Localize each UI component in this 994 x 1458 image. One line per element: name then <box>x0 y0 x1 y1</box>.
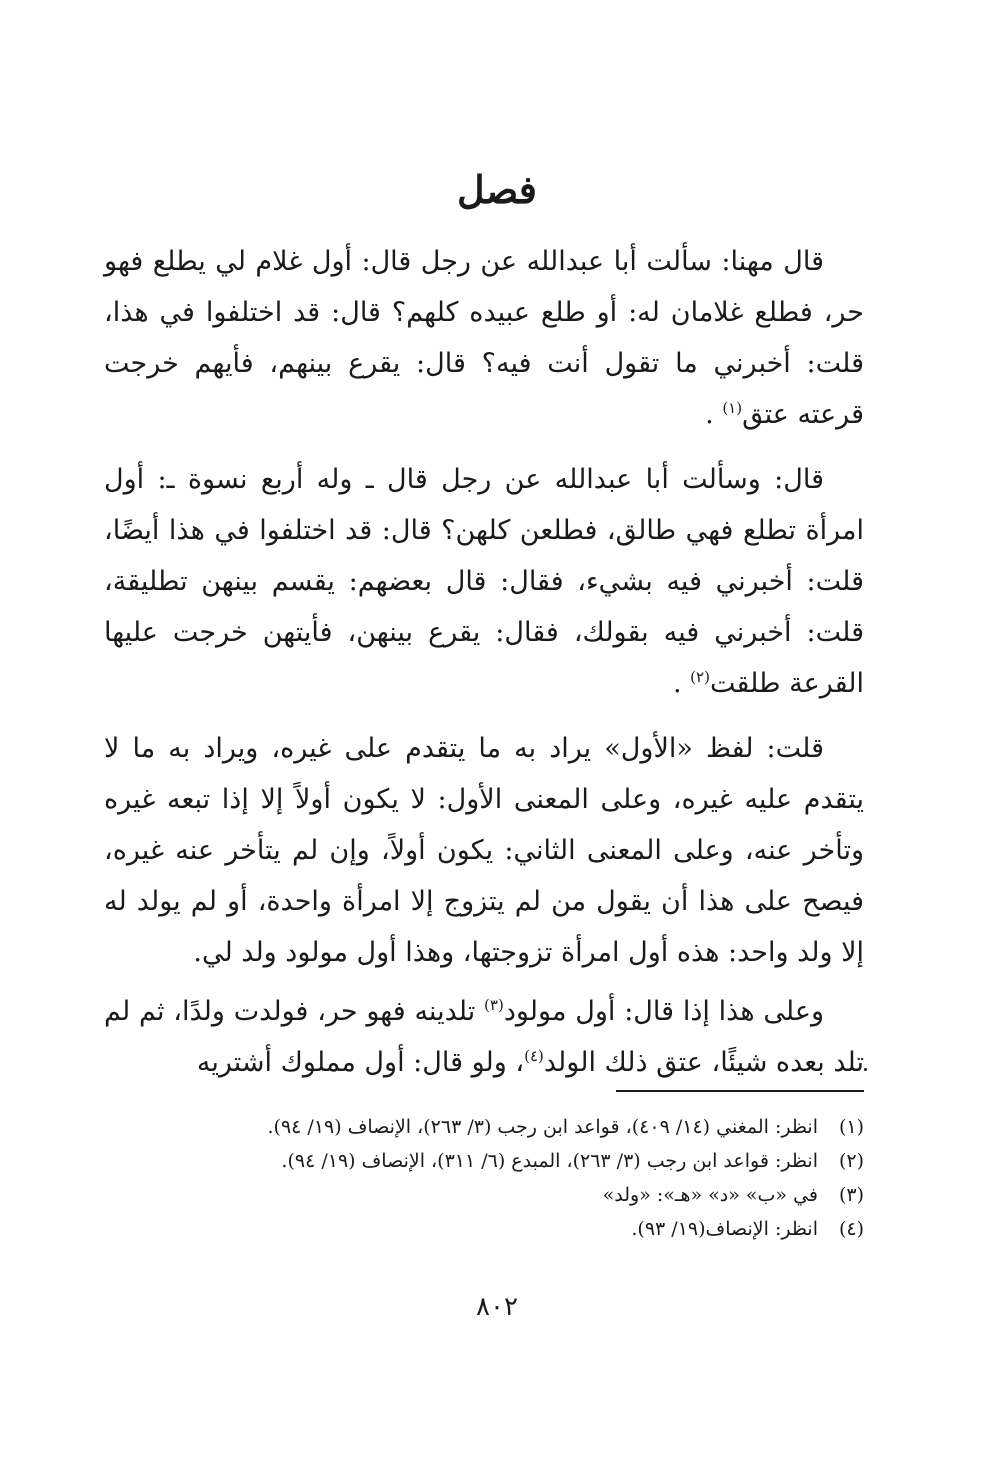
main-text <box>104 236 864 1088</box>
paragraph-4-part-1: وعلى هذا إذا قال: أول مولود <box>503 996 824 1027</box>
footnote-1-number: (١) <box>838 1116 864 1138</box>
paragraph-3-text: قلت: لفظ «الأول» يراد به ما يتقدم على غيره، ويراد به ما لا يتقدم عليه غيره، وعلى المعنى الأول: لا يكون أولاً إلا إذا تبعه غيره وتأخر عنه، وعلى المعنى الثاني: يكون أولاً، وإن لم يتأخر عنه غيره، فيصح على هذا أن يقول من لم يتزوج إلا امرأة واحدة، أو لم يولد له إلا ولد واحد: هذه أول امرأة تزوجتها، وهذا أول مولود ولد لي. <box>104 733 864 968</box>
footnote-3 <box>104 1178 864 1212</box>
footnote-1-text: انظر: المغني (١٤/ ٤٠٩)، قواعد ابن رجب (٣/ ٢٦٣)، الإنصاف (١٩/ ٩٤). <box>267 1116 818 1138</box>
paragraph-2-text: قال: وسألت أبا عبدالله عن رجل قال ـ وله أربع نسوة ـ: أول امرأة تطلع فهي طالق، فطلعن كلهن؟ قال: قد اختلفوا في هذا أيضًا، قلت: أخبرني فيه بشيء، فقال: قال بعضهم: يقسم بينهن تطليقة، قلت: أخبرني فيه بقولك، فقال: يقرع بينهن، فأيتهن خرجت عليها القرعة طلقت <box>104 464 864 699</box>
paragraph-3 <box>104 723 864 978</box>
page-number: ٨٠٢ <box>476 1292 518 1322</box>
footnote-ref-3: (٣) <box>484 996 504 1014</box>
footnote-2-number: (٢) <box>838 1150 864 1172</box>
stray-mark <box>864 1068 867 1071</box>
paragraph-2 <box>104 454 864 709</box>
footnote-4-text: انظر: الإنصاف(١٩/ ٩٣). <box>631 1218 818 1240</box>
footnote-4 <box>104 1212 864 1246</box>
footnote-2-text: انظر: قواعد ابن رجب (٣/ ٢٦٣)، المبدع (٦/ ٣١١)، الإنصاف (١٩/ ٩٤). <box>281 1150 818 1172</box>
footnote-separator <box>616 1090 864 1092</box>
footnote-4-number: (٤) <box>838 1218 864 1240</box>
footnote-3-text: في «ب» «د» «هـ»: «ولد» <box>602 1184 818 1206</box>
footnote-ref-2: (٢) <box>690 668 710 686</box>
footnote-2 <box>104 1144 864 1178</box>
paragraph-1-text: قال مهنا: سألت أبا عبدالله عن رجل قال: أول غلام لي يطلع فهو حر، فطلع غلامان له: أو طلع عبيده كلهم؟ قال: قد اختلفوا في هذا، قلت: أخبرني ما تقول أنت فيه؟ قال: يقرع بينهم، فأيهم خرجت قرعته عتق <box>104 246 864 430</box>
footnote-3-number: (٣) <box>838 1184 864 1206</box>
footnote-1 <box>104 1110 864 1144</box>
paragraph-2-end: . <box>672 668 682 699</box>
paragraph-4 <box>104 986 864 1088</box>
footnotes <box>104 1110 864 1246</box>
paragraph-1-end: . <box>705 399 714 430</box>
footnote-ref-4: (٤) <box>524 1047 544 1065</box>
paragraph-4-part-3: ، ولو قال: أول مملوك أشتريه <box>196 1047 525 1078</box>
footnote-ref-1: (١) <box>722 399 743 417</box>
paragraph-1 <box>104 236 864 440</box>
paragraph-4-part-2: تلدينه فهو حر، فولدت ولدًا، ثم لم تلد بعده شيئًا، عتق ذلك الولد <box>104 996 864 1078</box>
section-title: فصل <box>457 167 537 212</box>
